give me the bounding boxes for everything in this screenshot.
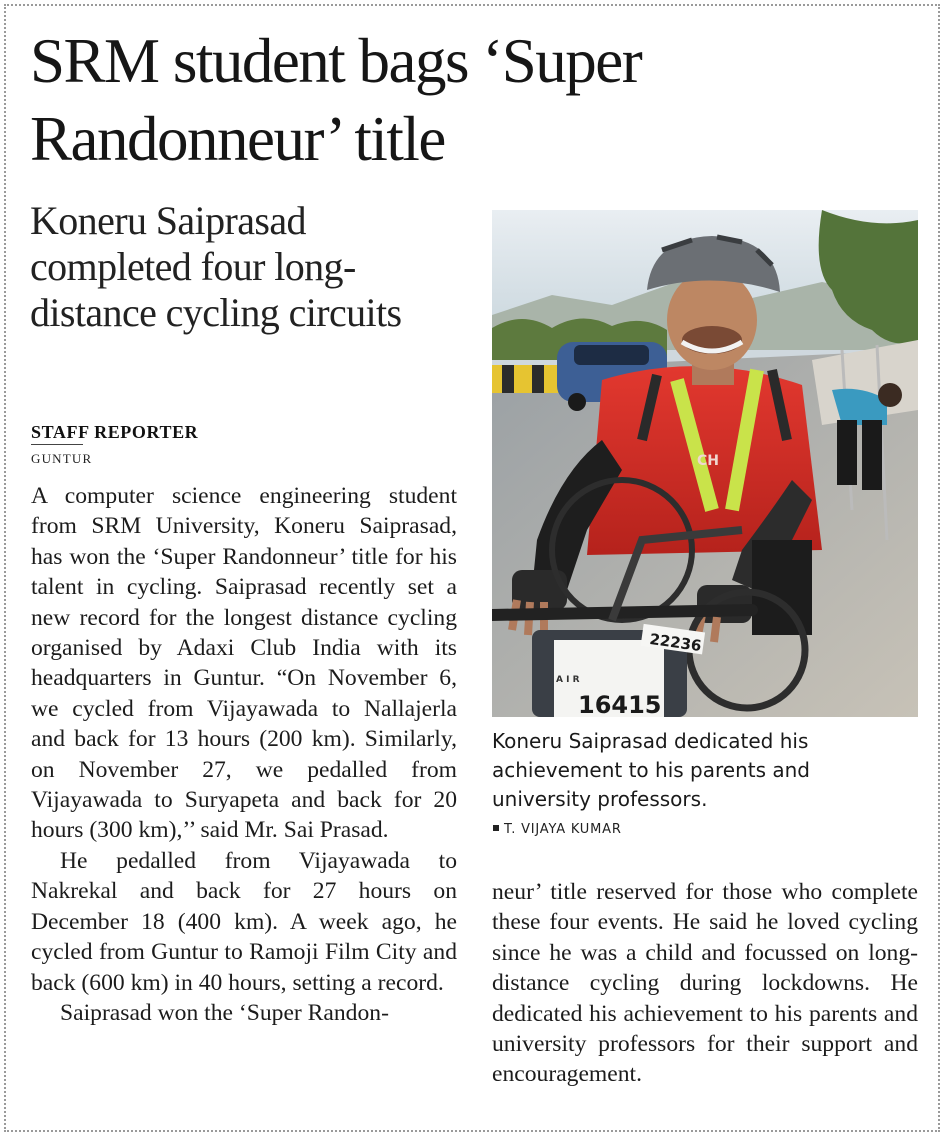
dateline: GUNTUR bbox=[31, 451, 93, 466]
article-body-left bbox=[31, 481, 457, 1028]
headline: SRM student bags ‘Super Randonneur’ title bbox=[30, 26, 642, 174]
byline-rule bbox=[31, 444, 83, 445]
body-paragraph-continued: neur’ title reserved for those who complete these four events. He said he loved cycling since he was a child and focussed on long-distance cycling during lockdowns. He dedicated his achievement to his parents and university professors for their support and encouragement. bbox=[492, 879, 918, 1088]
credit-bullet bbox=[493, 825, 499, 831]
jersey-text: CH bbox=[697, 453, 719, 469]
plate-letters: A I R bbox=[556, 675, 580, 685]
byline: STAFF REPORTER bbox=[31, 422, 199, 442]
body-paragraph-3: Saiprasad won the ‘Super Randon- bbox=[60, 999, 389, 1026]
body-paragraph-2: He pedalled from Vijayawada to Nakrekal and back for 27 hours on December 18 (400 km). A week ago, he cycled from Guntur to Ramoji Film City and back (600 km) in 40 hours, setting a record. bbox=[31, 847, 457, 996]
photo-credit: T. VIJAYA KUMAR bbox=[504, 822, 622, 837]
photo-caption: Koneru Saiprasad dedicated his achievement to his parents and university professors. bbox=[492, 729, 810, 811]
bike-tag-number: 16415 bbox=[578, 691, 662, 717]
deck-subheadline: Koneru Saiprasad completed four long-distance cycling circuits bbox=[30, 198, 402, 335]
article-body-right bbox=[492, 877, 918, 1090]
body-paragraph-1: A computer science engineering student from SRM University, Koneru Saiprasad, has won the ‘Super Randonneur’ title for his talent in cycling. Saiprasad recently set a new record for the longest distance cycling organised by Adaxi Club India with its headquarters in Guntur. “On November 6, we cycled from Vijayawada to Nallajerla and back for 13 hours (200 km). Similarly, on November 27, we pedalled from Vijayawada to Suryapeta and back for 20 hours (300 km),’’ said Mr. Sai Prasad. bbox=[31, 483, 457, 844]
cyclist-photo bbox=[492, 210, 918, 717]
handlebar-tag-number: 22236 bbox=[648, 629, 703, 656]
